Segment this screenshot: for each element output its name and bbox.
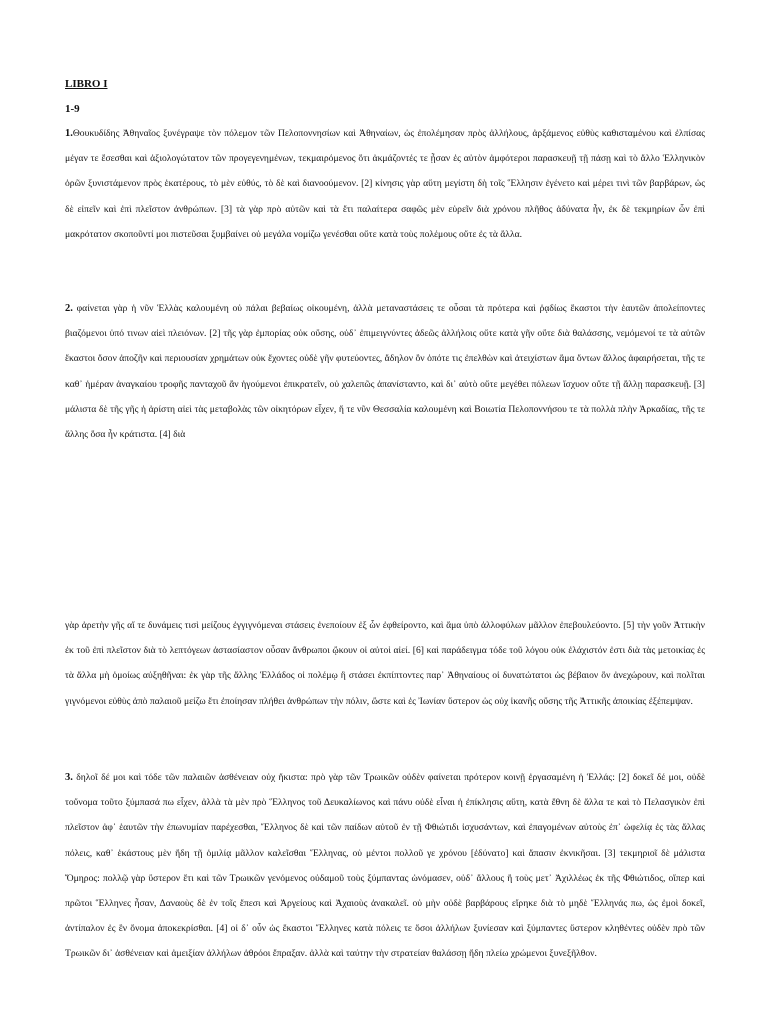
chapter-range: 1-9 <box>65 103 80 115</box>
paragraph-number: 3. <box>65 772 73 783</box>
paragraph-3 <box>65 765 705 967</box>
paragraph-number: 2. <box>65 303 73 314</box>
paragraph-number: 1. <box>65 128 73 139</box>
paragraph-text: δηλοῖ δέ μοι καὶ τόδε τῶν παλαιῶν ἀσθένειαν οὐχ ἥκιστα: πρὸ γὰρ τῶν Τρωικῶν οὐδὲν φαίνεται πρότερον κοινῇ ἐργασαμένη ἡ Ἑλλάς: [2] δοκεῖ δέ μοι, οὐδὲ τοὔνομα τοῦτο ξύμπασά πω εἶχεν, ἀλλὰ τὰ μὲν πρὸ Ἕλληνος τοῦ Δευκαλίωνος καὶ πάνυ οὐδὲ εἶναι ἡ ἐπίκλησις αὕτη, κατὰ ἔθνη δὲ ἄλλα τε καὶ τὸ Πελασγικὸν ἐπὶ πλεῖστον ἀφ᾽ ἑαυτῶν τὴν ἐπωνυμίαν παρέχεσθαι, Ἕλληνος δὲ καὶ τῶν παίδων αὐτοῦ ἐν τῇ Φθιώτιδι ἰσχυσάντων, καὶ ἐπαγομένων αὐτοὺς ἐπ᾽ ὠφελίᾳ ἐς τὰς ἄλλας πόλεις, καθ᾽ ἑκάστους μὲν ἤδη τῇ ὁμιλίᾳ μᾶλλον καλεῖσθαι Ἕλληνας, οὐ μέντοι πολλοῦ γε χρόνου [ἐδύνατο] καὶ ἅπασιν ἐκνικῆσαι. [3] τεκμηριοῖ δὲ μάλιστα Ὅμηρος: πολλῷ γὰρ ὕστερον ἔτι καὶ τῶν Τρωικῶν γενόμενος οὐδαμοῦ τοὺς ξύμπαντας ὠνόμασεν, οὐδ᾽ ἄλλους ἢ τοὺς μετ᾽ Ἀχιλλέως ἐκ τῆς Φθιώτιδος, οἵπερ καὶ πρῶτοι Ἕλληνες ἦσαν, Δαναοὺς δὲ ἐν τοῖς ἔπεσι καὶ Ἀργείους καὶ Ἀχαιοὺς ἀνακαλεῖ. οὐ μὴν οὐδὲ βαρβάρους εἴρηκε διὰ τὸ μηδὲ Ἕλληνάς πω, ὡς ἐμοὶ δοκεῖ, ἀντίπαλον ἐς ἓν ὄνομα ἀποκεκρίσθαι. [4] οἱ δ᾽ οὖν ὡς ἕκαστοι Ἕλληνες κατὰ πόλεις τε ὅσοι ἀλλήλων ξυνίεσαν καὶ ξύμπαντες ὕστερον κληθέντες οὐδὲν πρὸ τῶν Τρωικῶν δι᾽ ἀσθένειαν καὶ ἀμειξίαν ἀλλήλων ἁθρόοι ἔπραξαν. ἀλλὰ καὶ ταύτην τὴν στρατείαν θαλάσσῃ ἤδη πλείω χρώμενοι ξυνεξῆλθον. <box>65 772 705 960</box>
paragraph-2 <box>65 296 705 447</box>
paragraph-1 <box>65 121 705 247</box>
paragraph-text: γὰρ ἀρετὴν γῆς αἵ τε δυνάμεις τισὶ μείζους ἐγγιγνόμεναι στάσεις ἐνεποίουν ἐξ ὧν ἐφθείροντο, καὶ ἅμα ὑπὸ ἀλλοφύλων μᾶλλον ἐπεβουλεύοντο. [5] τὴν γοῦν Ἀττικὴν ἐκ τοῦ ἐπὶ πλεῖστον διὰ τὸ λεπτόγεων ἀστασίαστον οὖσαν ἄνθρωποι ᾤκουν οἱ αὐτοὶ αἰεί. [6] καὶ παράδειγμα τόδε τοῦ λόγου οὐκ ἐλάχιστόν ἐστι διὰ τὰς μετοικίας ἐς τὰ ἄλλα μὴ ὁμοίως αὐξηθῆναι: ἐκ γὰρ τῆς ἄλλης Ἑλλάδος οἱ πολέμῳ ἢ στάσει ἐκπίπτοντες παρ᾽ Ἀθηναίους οἱ δυνατώτατοι ὡς βέβαιον ὂν ἀνεχώρουν, καὶ πολῖται γιγνόμενοι εὐθὺς ἀπὸ παλαιοῦ μείζω ἔτι ἐποίησαν πλήθει ἀνθρώπων τὴν πόλιν, ὥστε καὶ ἐς Ἰωνίαν ὕστερον ὡς οὐχ ἱκανῆς οὔσης τῆς Ἀττικῆς ἀποικίας ἐξέπεμψαν. <box>65 620 705 707</box>
paragraph-2-continuation <box>65 613 705 714</box>
book-title: LIBRO I <box>65 78 108 90</box>
paragraph-text: φαίνεται γὰρ ἡ νῦν Ἑλλὰς καλουμένη οὐ πάλαι βεβαίως οἰκουμένη, ἀλλὰ μεταναστάσεις τε οὖσαι τὰ πρότερα καὶ ῥᾳδίως ἕκαστοι τὴν ἑαυτῶν ἀπολείποντες βιαζόμενοι ὑπό τινων αἰεὶ πλειόνων. [2] τῆς γὰρ ἐμπορίας οὐκ οὔσης, οὐδ᾽ ἐπιμειγνύντες ἀδεῶς ἀλλήλοις οὔτε κατὰ γῆν οὔτε διὰ θαλάσσης, νεμόμενοί τε τὰ αὑτῶν ἕκαστοι ὅσον ἀποζῆν καὶ περιουσίαν χρημάτων οὐκ ἔχοντες οὐδὲ γῆν φυτεύοντες, ἄδηλον ὂν ὁπότε τις ἐπελθὼν καὶ ἀτειχίστων ἅμα ὄντων ἄλλος ἀφαιρήσεται, τῆς τε καθ᾽ ἡμέραν ἀναγκαίου τροφῆς πανταχοῦ ἂν ἡγούμενοι ἐπικρατεῖν, οὐ χαλεπῶς ἀπανίσταντο, καὶ δι᾽ αὐτὸ οὔτε μεγέθει πόλεων ἴσχυον οὔτε τῇ ἄλλῃ παρασκευῇ. [3] μάλιστα δὲ τῆς γῆς ἡ ἀρίστη αἰεὶ τὰς μεταβολὰς τῶν οἰκητόρων εἶχεν, ἥ τε νῦν Θεσσαλία καλουμένη καὶ Βοιωτία Πελοποννήσου τε τὰ πολλὰ πλὴν Ἀρκαδίας, τῆς τε ἄλλης ὅσα ἦν κράτιστα. [4] διὰ <box>65 303 705 441</box>
paragraph-text: Θουκυδίδης Ἀθηναῖος ξυνέγραψε τὸν πόλεμον τῶν Πελοποννησίων καὶ Ἀθηναίων, ὡς ἐπολέμησαν πρὸς ἀλλήλους, ἀρξάμενος εὐθὺς καθισταμένου καὶ ἐλπίσας μέγαν τε ἔσεσθαι καὶ ἀξιολογώτατον τῶν προγεγενημένων, τεκμαιρόμενος ὅτι ἀκμάζοντές τε ᾖσαν ἐς αὐτὸν ἀμφότεροι παρασκευῇ τῇ πάσῃ καὶ τὸ ἄλλο Ἑλληνικὸν ὁρῶν ξυνιστάμενον πρὸς ἑκατέρους, τὸ μὲν εὐθύς, τὸ δὲ καὶ διανοούμενον. [2] κίνησις γὰρ αὕτη μεγίστη δὴ τοῖς Ἕλλησιν ἐγένετο καὶ μέρει τινὶ τῶν βαρβάρων, ὡς δὲ εἰπεῖν καὶ ἐπὶ πλεῖστον ἀνθρώπων. [3] τὰ γὰρ πρὸ αὐτῶν καὶ τὰ ἔτι παλαίτερα σαφῶς μὲν εὑρεῖν διὰ χρόνου πλῆθος ἀδύνατα ἦν, ἐκ δὲ τεκμηρίων ὧν ἐπὶ μακρότατον σκοποῦντί μοι πιστεῦσαι ξυμβαίνει οὐ μεγάλα νομίζω γενέσθαι οὔτε κατὰ τοὺς πολέμους οὔτε ἐς τὰ ἄλλα. <box>65 128 705 240</box>
